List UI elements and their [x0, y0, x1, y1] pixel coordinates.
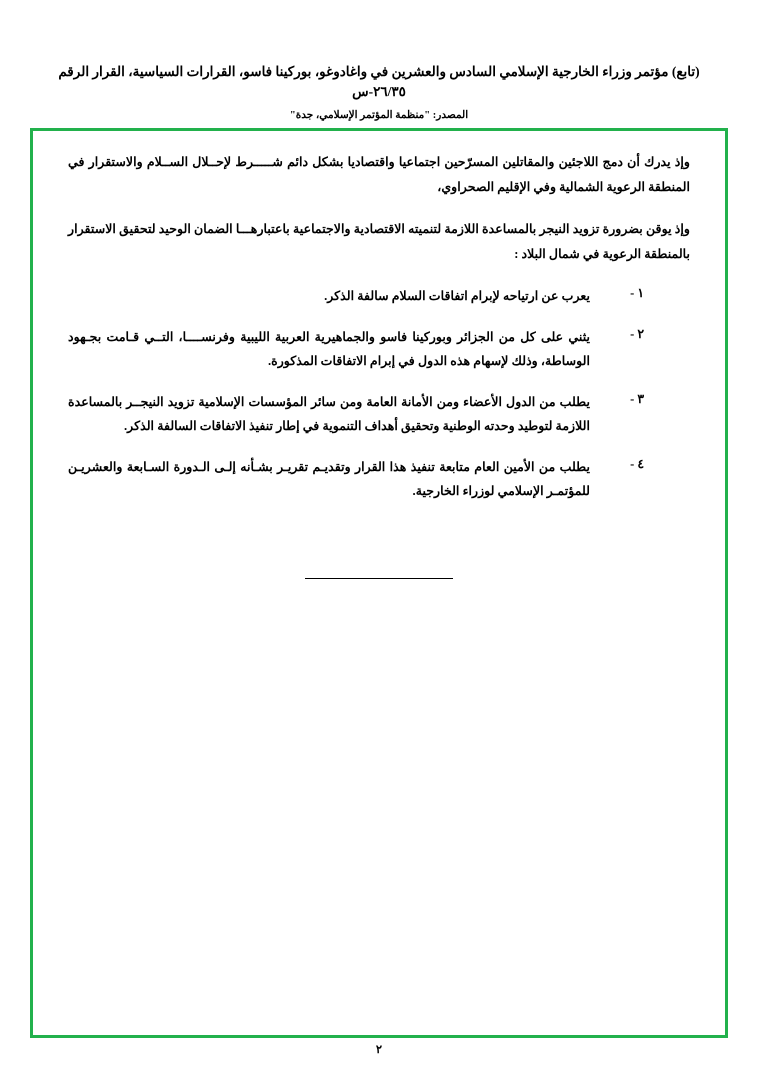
- list-item-lead: يطلب: [559, 394, 590, 409]
- header-title: (تابع) مؤتمر وزراء الخارجية الإسلامي السادس والعشرين في واغادوغو، بوركينا فاسو، القرارات السياسية، القرار الرقم ٢٦/٣٥-س: [58, 64, 700, 100]
- list-item-number: ٤ -: [630, 456, 644, 471]
- list-item-number: ٢ -: [630, 326, 644, 341]
- list-item-body: من الأمين العام متابعة تنفيذ هذا القرار وتقديـم تقريـر بشـأنه إلـى الـدورة السـابعة والعشريـن للمؤتمـر الإسلامي لوزراء الخارجية.: [68, 459, 590, 499]
- list-item-body: من الدول الأعضاء ومن الأمانة العامة ومن سائر المؤسسات الإسلامية تزويد النيجــر بالمساعدة اللازمة لتوطيد وحدته الوطنية وتحقيق أهداف التنموية في إطار تنفيذ الاتفاقات السالفة الذكر.: [68, 394, 590, 434]
- paragraph: [68, 217, 690, 266]
- list-item-body: على كل من الجزائر وبوركينا فاسو والجماهيرية العربية الليبية وفرنســــا، التــي قـامت بجـهود الوساطة، وذلك لإسهام هذه الدول في إبرام الاتفاقات المذكورة.: [68, 329, 590, 369]
- paragraph-text: بضرورة تزويد النيجر بالمساعدة اللازمة لتنميته الاقتصادية والاجتماعية باعتبارهـــا الضمان الوحيد لتحقيق الاستقرار بالمنطقة الرعوية في شمال البلاد :: [68, 222, 690, 261]
- paragraph: [68, 150, 690, 199]
- list-item-body: عن ارتياحه لإبرام اتفاقات السلام سالفة الذكر.: [324, 289, 562, 304]
- list-item: [68, 284, 644, 309]
- paragraph-text: أن دمج اللاجئين والمقاتلين المسرّحين اجتماعيا واقتصاديا بشكل دائم شـــــرط لإحــلال الســلام والاستقرار في المنطقة الرعوية الشمالية وفي الإقليم الصحراوي،: [68, 155, 690, 194]
- list-item-number: ١ -: [630, 286, 644, 301]
- list-item-text: [68, 455, 598, 504]
- list-item-lead: يطلب: [559, 459, 590, 474]
- paragraph-lead: وإذ يوقن: [645, 222, 690, 237]
- page-footer: [0, 1042, 758, 1056]
- list-item-text: [68, 390, 598, 439]
- horizontal-rule: [305, 578, 453, 579]
- page-header: [58, 62, 700, 121]
- list-item: [68, 325, 644, 374]
- list-item: [68, 390, 644, 439]
- numbered-list: [68, 284, 690, 504]
- page-number: ٢: [375, 1044, 383, 1056]
- list-item-text: [68, 325, 598, 374]
- list-item: [68, 455, 644, 504]
- document-body: [68, 150, 690, 584]
- paragraph-lead: وإذ يدرك: [644, 155, 690, 169]
- list-item-lead: يعرب: [561, 289, 590, 304]
- list-item-text: [68, 284, 598, 309]
- list-item-lead: يثني: [568, 329, 590, 344]
- header-source: المصدر: "منظمة المؤتمر الإسلامي، جدة": [289, 109, 469, 121]
- list-item-number: ٣ -: [630, 391, 644, 406]
- section-separator: [68, 566, 690, 584]
